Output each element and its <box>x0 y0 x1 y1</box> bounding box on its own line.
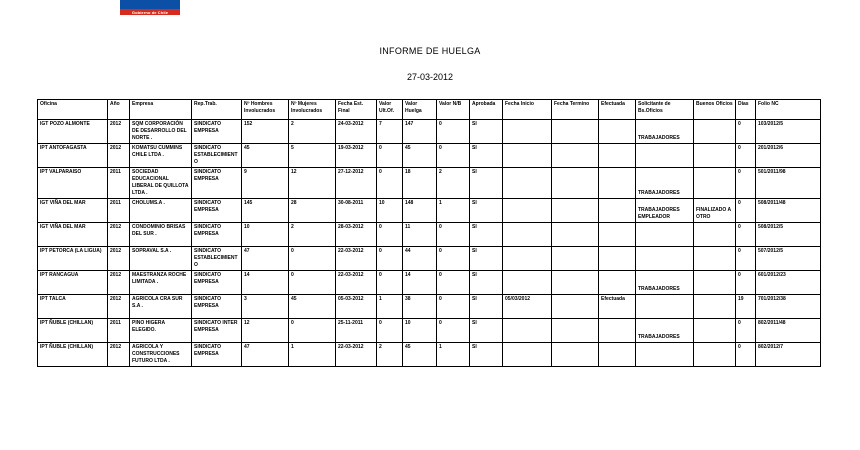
table-row <box>38 295 821 319</box>
table-cell <box>694 343 736 367</box>
table-cell: 12 <box>289 168 336 199</box>
table-cell: TRABAJADORES <box>636 168 694 199</box>
table-row <box>38 247 821 271</box>
table-cell: IGT POZO ALMONTE <box>38 120 108 144</box>
table-cell: 0 <box>736 199 756 223</box>
table-cell: 22-03-2012 <box>336 343 377 367</box>
table-cell: 45 <box>242 144 289 168</box>
column-header: Buenos Oficios <box>694 100 736 120</box>
table-cell <box>599 120 636 144</box>
table-cell <box>503 319 552 343</box>
table-cell: KOMATSU CUMMINS CHILE LTDA . <box>130 144 192 168</box>
table-cell <box>599 144 636 168</box>
table-cell: 10 <box>377 199 403 223</box>
table-cell <box>694 319 736 343</box>
table-cell: TRABAJADORES <box>636 319 694 343</box>
table-cell: IPT ÑUBLE (CHILLAN) <box>38 343 108 367</box>
table-cell <box>636 295 694 319</box>
table-cell: 0 <box>377 168 403 199</box>
table-cell <box>599 223 636 247</box>
table-cell: 0 <box>437 120 470 144</box>
table-cell: 3 <box>242 295 289 319</box>
table-cell: 0 <box>736 247 756 271</box>
table-cell <box>552 120 599 144</box>
table-cell: 10 <box>403 319 437 343</box>
table-cell <box>552 343 599 367</box>
table-cell: 22-03-2012 <box>336 247 377 271</box>
table-cell: 201/2012/6 <box>756 144 821 168</box>
table-cell: 2 <box>289 223 336 247</box>
column-header: Nº Hombres Involucrados <box>242 100 289 120</box>
table-cell <box>503 247 552 271</box>
table-cell: 45 <box>403 144 437 168</box>
table-cell: IPT TALCA <box>38 295 108 319</box>
table-cell: 25-11-2011 <box>336 319 377 343</box>
table-cell: 103/2012/5 <box>756 120 821 144</box>
table-cell: IPT VALPARAISO <box>38 168 108 199</box>
table-cell: 2011 <box>108 319 130 343</box>
table-cell: 1 <box>377 295 403 319</box>
table-cell: 18 <box>403 168 437 199</box>
table-cell: SI <box>470 144 503 168</box>
column-header: Oficina <box>38 100 108 120</box>
table-cell: 508/2011/48 <box>756 199 821 223</box>
table-cell: IPT ANTOFAGASTA <box>38 144 108 168</box>
table-body <box>38 120 821 367</box>
table-cell: 9 <box>242 168 289 199</box>
table-cell: SI <box>470 295 503 319</box>
column-header: Rep.Trab. <box>192 100 242 120</box>
table-row <box>38 343 821 367</box>
table-cell: 2 <box>437 168 470 199</box>
table-cell: 508/2012/5 <box>756 223 821 247</box>
table-cell: 701/2012/38 <box>756 295 821 319</box>
table-cell: TRABAJADORES EMPLEADOR <box>636 199 694 223</box>
table-cell: 148 <box>403 199 437 223</box>
table-cell: 10 <box>242 223 289 247</box>
table-cell <box>503 271 552 295</box>
table-cell: 0 <box>377 223 403 247</box>
table-row <box>38 144 821 168</box>
table-cell: AGRICOLA CRA SUR S.A . <box>130 295 192 319</box>
table-cell: 0 <box>736 319 756 343</box>
table-cell: 152 <box>242 120 289 144</box>
table-cell <box>599 271 636 295</box>
column-header: Solicitante de Bs.Oficios <box>636 100 694 120</box>
table-cell: 14 <box>403 271 437 295</box>
table-cell: 2012 <box>108 120 130 144</box>
column-header: Nº Mujeres Involucrados <box>289 100 336 120</box>
table-cell <box>599 319 636 343</box>
table-cell: 28-03-2012 <box>336 223 377 247</box>
table-cell: SINDICATO EMPRESA <box>192 168 242 199</box>
table-cell: 14 <box>242 271 289 295</box>
table-cell <box>636 144 694 168</box>
table-cell: 22-03-2012 <box>336 271 377 295</box>
table-cell <box>552 144 599 168</box>
table-cell: SINDICATO EMPRESA <box>192 295 242 319</box>
table-cell <box>636 343 694 367</box>
table-cell: 0 <box>437 319 470 343</box>
table-cell: 802/2012/7 <box>756 343 821 367</box>
table-cell: 0 <box>736 271 756 295</box>
table-cell: 802/2011/48 <box>756 319 821 343</box>
table-cell: 2011 <box>108 199 130 223</box>
table-cell <box>694 223 736 247</box>
table-cell: 601/2012/23 <box>756 271 821 295</box>
table-cell: 0 <box>437 247 470 271</box>
table-cell: 0 <box>377 247 403 271</box>
table-cell: SQM CORPORACIÓN DE DESARROLLO DEL NORTE . <box>130 120 192 144</box>
column-header: Valor N/B <box>437 100 470 120</box>
column-header: Valor Huelga <box>403 100 437 120</box>
table-cell: 0 <box>289 247 336 271</box>
table-cell <box>503 223 552 247</box>
table-cell: 0 <box>736 223 756 247</box>
column-header: Año <box>108 100 130 120</box>
table-cell <box>599 168 636 199</box>
table-cell <box>694 168 736 199</box>
table-cell <box>694 271 736 295</box>
table-cell: 2 <box>377 343 403 367</box>
table-cell: PINO HIGERA ELEGIDO. <box>130 319 192 343</box>
table-cell: 05-03-2012 <box>336 295 377 319</box>
column-header: Empresa <box>130 100 192 120</box>
table-cell: 11 <box>403 223 437 247</box>
table-cell: 05/03/2012 <box>503 295 552 319</box>
table-cell: 12 <box>242 319 289 343</box>
table-row <box>38 199 821 223</box>
table-cell <box>599 199 636 223</box>
table-cell <box>636 223 694 247</box>
table-cell: IGT VIÑA DEL MAR <box>38 199 108 223</box>
table-cell <box>503 168 552 199</box>
gobierno-logo <box>120 0 180 15</box>
table-cell: FINALIZADO A OTRO <box>694 199 736 223</box>
table-cell: CHOLUMS.A . <box>130 199 192 223</box>
table-cell: 0 <box>377 271 403 295</box>
table-cell: AGRICOLA Y CONSTRUCCIONES FUTURO LTDA . <box>130 343 192 367</box>
table-cell: 0 <box>736 343 756 367</box>
table-cell: 47 <box>242 343 289 367</box>
table-cell: 2012 <box>108 223 130 247</box>
table-cell: SINDICATO ESTABLECIMIENTO <box>192 144 242 168</box>
table-cell: CONDOMINIO BRISAS DEL SUR . <box>130 223 192 247</box>
table-cell: 27-12-2012 <box>336 168 377 199</box>
table-cell: 0 <box>437 271 470 295</box>
table-cell: 0 <box>736 168 756 199</box>
table-cell: 0 <box>736 120 756 144</box>
table-header-row <box>38 100 821 120</box>
table-cell: 2011 <box>108 168 130 199</box>
table-row <box>38 120 821 144</box>
table-cell: 47 <box>242 247 289 271</box>
table-cell <box>552 247 599 271</box>
table-cell: 2 <box>289 120 336 144</box>
table-cell <box>552 199 599 223</box>
table-cell: 0 <box>437 223 470 247</box>
table-cell: Efectuada <box>599 295 636 319</box>
table-cell: SI <box>470 343 503 367</box>
table-cell: 0 <box>377 144 403 168</box>
table-cell <box>552 295 599 319</box>
column-header: Aprobada <box>470 100 503 120</box>
table-cell: SI <box>470 199 503 223</box>
table-cell: 0 <box>289 271 336 295</box>
table-cell: 5 <box>289 144 336 168</box>
table-cell: SINDICATO EMPRESA <box>192 271 242 295</box>
column-header: Valor Ult.Of. <box>377 100 403 120</box>
table-cell: IPT RANCAGUA <box>38 271 108 295</box>
table-cell: 2012 <box>108 295 130 319</box>
table-row <box>38 168 821 199</box>
table-cell: 2012 <box>108 144 130 168</box>
table-cell: 19-03-2012 <box>336 144 377 168</box>
table-cell: 44 <box>403 247 437 271</box>
table-cell: 0 <box>289 319 336 343</box>
table-cell: SI <box>470 168 503 199</box>
table-cell: SI <box>470 319 503 343</box>
table-cell <box>599 343 636 367</box>
logo-flag-bar <box>120 0 180 9</box>
table-cell <box>503 199 552 223</box>
column-header: Días <box>736 100 756 120</box>
table-cell: IPT ÑUBLE (CHILLAN) <box>38 319 108 343</box>
table-cell <box>694 295 736 319</box>
table-cell <box>552 168 599 199</box>
logo-label: Gobierno de Chile <box>120 9 180 15</box>
table-cell: SINDICATO INTER EMPRESA <box>192 319 242 343</box>
table-cell <box>503 343 552 367</box>
table-cell: 2012 <box>108 271 130 295</box>
table-cell <box>694 247 736 271</box>
table-cell: 145 <box>242 199 289 223</box>
table-cell: MAESTRANZA ROCHE LIMITADA . <box>130 271 192 295</box>
table-cell <box>552 319 599 343</box>
table-cell: 147 <box>403 120 437 144</box>
table-cell: 0 <box>437 144 470 168</box>
table-cell <box>599 247 636 271</box>
table-cell: IGT VIÑA DEL MAR <box>38 223 108 247</box>
table-row <box>38 223 821 247</box>
table-cell: 0 <box>437 295 470 319</box>
report-date: 27-03-2012 <box>406 72 454 82</box>
table-cell: SI <box>470 120 503 144</box>
table-cell: SI <box>470 223 503 247</box>
table-cell: 38 <box>403 295 437 319</box>
table-cell: 0 <box>377 319 403 343</box>
table-cell <box>503 120 552 144</box>
table-cell: 501/2011/98 <box>756 168 821 199</box>
column-header: Fecha Termino <box>552 100 599 120</box>
table-cell: 0 <box>736 144 756 168</box>
table-cell: 2012 <box>108 343 130 367</box>
table-cell <box>694 120 736 144</box>
table-cell: 1 <box>437 343 470 367</box>
table-cell: 1 <box>437 199 470 223</box>
table-cell: 507/2012/5 <box>756 247 821 271</box>
table-cell <box>552 223 599 247</box>
table-cell <box>694 144 736 168</box>
table-row <box>38 271 821 295</box>
table-cell: SINDICATO EMPRESA <box>192 223 242 247</box>
strike-report-table <box>37 99 821 367</box>
table-cell: SOPRAVAL S.A . <box>130 247 192 271</box>
table-cell: 1 <box>289 343 336 367</box>
table-cell: SINDICATO EMPRESA <box>192 199 242 223</box>
table-cell: 45 <box>289 295 336 319</box>
column-header: Folio NC <box>756 100 821 120</box>
table-cell: IPT PETORCA (LA LIGUA) <box>38 247 108 271</box>
table-cell: 2012 <box>108 247 130 271</box>
table-cell: TRABAJADORES <box>636 120 694 144</box>
table-row <box>38 319 821 343</box>
table-cell <box>503 144 552 168</box>
report-title: INFORME DE HUELGA <box>379 46 481 56</box>
table-cell: SINDICATO EMPRESA <box>192 120 242 144</box>
table-cell: SI <box>470 271 503 295</box>
column-header: Efectuada <box>599 100 636 120</box>
table-cell: SINDICATO ESTABLECIMIENTO <box>192 247 242 271</box>
table-cell: 28 <box>289 199 336 223</box>
table-cell: SOCIEDAD EDUCACIONAL LIBERAL DE QUILLOTA LTDA . <box>130 168 192 199</box>
table-cell <box>552 271 599 295</box>
table-cell: SINDICATO EMPRESA <box>192 343 242 367</box>
table-cell <box>636 247 694 271</box>
table-cell: TRABAJADORES <box>636 271 694 295</box>
column-header: Fecha Inicio <box>503 100 552 120</box>
column-header: Fecha Est. Final <box>336 100 377 120</box>
table-cell: 45 <box>403 343 437 367</box>
table-cell: 30-08-2011 <box>336 199 377 223</box>
table-cell: SI <box>470 247 503 271</box>
table-cell: 24-03-2012 <box>336 120 377 144</box>
table-cell: 7 <box>377 120 403 144</box>
table-cell: 19 <box>736 295 756 319</box>
